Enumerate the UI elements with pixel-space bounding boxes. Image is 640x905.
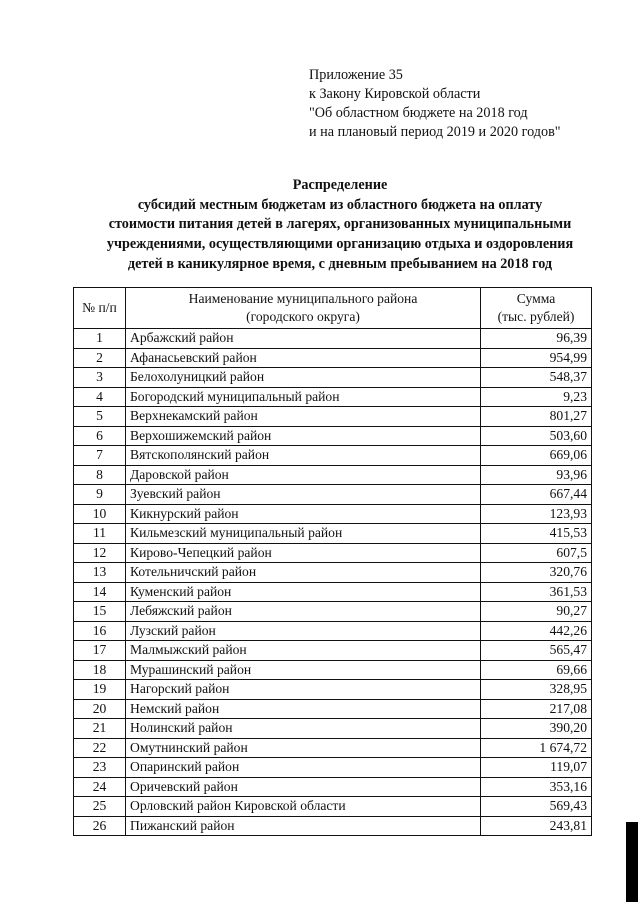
row-number: 11	[74, 524, 126, 544]
row-amount: 361,53	[481, 582, 592, 602]
row-number: 10	[74, 504, 126, 524]
header-name-line-2: (городского округа)	[246, 309, 360, 324]
row-amount: 442,26	[481, 621, 592, 641]
row-district-name: Опаринский район	[126, 758, 481, 778]
row-district-name: Вятскополянский район	[126, 446, 481, 466]
row-number: 21	[74, 719, 126, 739]
row-district-name: Лузский район	[126, 621, 481, 641]
row-district-name: Афанасьевский район	[126, 348, 481, 368]
table-row	[74, 504, 592, 524]
row-district-name: Верхнекамский район	[126, 407, 481, 427]
row-number: 16	[74, 621, 126, 641]
header-number: № п/п	[74, 288, 126, 329]
row-amount: 328,95	[481, 680, 592, 700]
table-row	[74, 699, 592, 719]
row-district-name: Богородский муниципальный район	[126, 387, 481, 407]
row-amount: 548,37	[481, 368, 592, 388]
heading-line-2: стоимости питания детей в лагерях, организованных муниципальными	[108, 216, 572, 233]
table-row	[74, 348, 592, 368]
row-number: 24	[74, 777, 126, 797]
row-district-name: Немский район	[126, 699, 481, 719]
table-row	[74, 777, 592, 797]
heading-title: Распределение	[292, 177, 388, 193]
table-row	[74, 602, 592, 622]
row-district-name: Мурашинский район	[126, 660, 481, 680]
row-district-name: Оричевский район	[126, 777, 481, 797]
row-district-name: Омутнинский район	[126, 738, 481, 758]
row-number: 26	[74, 816, 126, 836]
row-number: 4	[74, 387, 126, 407]
row-amount: 607,5	[481, 543, 592, 563]
appendix-line-1: Приложение 35	[309, 67, 403, 83]
header-name	[126, 288, 481, 329]
table-row	[74, 485, 592, 505]
table-row	[74, 797, 592, 817]
row-district-name: Кильмезский муниципальный район	[126, 524, 481, 544]
row-amount: 353,16	[481, 777, 592, 797]
row-district-name: Лебяжский район	[126, 602, 481, 622]
appendix-block	[309, 66, 561, 142]
appendix-line-2: к Закону Кировской области	[309, 86, 481, 102]
header-name-line-1: Наименование муниципального района	[188, 291, 418, 306]
row-number: 22	[74, 738, 126, 758]
table-row	[74, 719, 592, 739]
row-number: 6	[74, 426, 126, 446]
heading-line-1: субсидий местным бюджетам из областного бюджета на оплату	[137, 196, 543, 213]
table-row	[74, 582, 592, 602]
table-header-row	[74, 288, 592, 329]
row-number: 3	[74, 368, 126, 388]
row-amount: 119,07	[481, 758, 592, 778]
row-district-name: Арбажский район	[126, 329, 481, 349]
table-row	[74, 387, 592, 407]
row-amount: 390,20	[481, 719, 592, 739]
heading-line-3: учреждениями, осуществляющими организацию отдыха и оздоровления	[106, 236, 574, 253]
header-sum-line-2: (тыс. рублей)	[497, 309, 575, 324]
row-number: 8	[74, 465, 126, 485]
row-number: 1	[74, 329, 126, 349]
table-row	[74, 426, 592, 446]
table-row	[74, 329, 592, 349]
row-district-name: Зуевский район	[126, 485, 481, 505]
row-number: 12	[74, 543, 126, 563]
row-number: 14	[74, 582, 126, 602]
row-district-name: Котельничский район	[126, 563, 481, 583]
row-district-name: Кикнурский район	[126, 504, 481, 524]
row-amount: 565,47	[481, 641, 592, 661]
row-district-name: Куменский район	[126, 582, 481, 602]
row-district-name: Орловский район Кировской области	[126, 797, 481, 817]
table-row	[74, 660, 592, 680]
row-number: 2	[74, 348, 126, 368]
row-amount: 503,60	[481, 426, 592, 446]
row-number: 15	[74, 602, 126, 622]
heading-line-4: детей в каникулярное время, с дневным пребыванием на 2018 год	[127, 255, 553, 272]
table-row	[74, 465, 592, 485]
row-amount: 9,23	[481, 387, 592, 407]
table-row	[74, 680, 592, 700]
row-number: 25	[74, 797, 126, 817]
table-row	[74, 368, 592, 388]
table-row	[74, 816, 592, 836]
row-amount: 669,06	[481, 446, 592, 466]
table-row	[74, 641, 592, 661]
row-amount: 217,08	[481, 699, 592, 719]
header-sum	[481, 288, 592, 329]
row-district-name: Малмыжский район	[126, 641, 481, 661]
row-number: 19	[74, 680, 126, 700]
row-district-name: Кирово-Чепецкий район	[126, 543, 481, 563]
appendix-line-3: "Об областном бюджете на 2018 год	[309, 105, 528, 121]
row-amount: 801,27	[481, 407, 592, 427]
row-district-name: Нолинский район	[126, 719, 481, 739]
row-number: 17	[74, 641, 126, 661]
row-amount: 69,66	[481, 660, 592, 680]
row-number: 13	[74, 563, 126, 583]
row-amount: 569,43	[481, 797, 592, 817]
row-amount: 90,27	[481, 602, 592, 622]
row-district-name: Пижанский район	[126, 816, 481, 836]
table-row	[74, 738, 592, 758]
scan-edge-mark	[626, 822, 638, 902]
row-amount: 243,81	[481, 816, 592, 836]
header-sum-line-1: Сумма	[516, 291, 556, 306]
row-number: 5	[74, 407, 126, 427]
row-district-name: Белохолуницкий район	[126, 368, 481, 388]
row-amount: 954,99	[481, 348, 592, 368]
row-number: 7	[74, 446, 126, 466]
table-row	[74, 621, 592, 641]
row-district-name: Верхошижемский район	[126, 426, 481, 446]
table-row	[74, 543, 592, 563]
row-district-name: Даровской район	[126, 465, 481, 485]
row-amount: 93,96	[481, 465, 592, 485]
row-amount: 123,93	[481, 504, 592, 524]
row-number: 9	[74, 485, 126, 505]
table-row	[74, 758, 592, 778]
table-body	[74, 329, 592, 836]
table-row	[74, 563, 592, 583]
row-number: 18	[74, 660, 126, 680]
row-amount: 1 674,72	[481, 738, 592, 758]
table-row	[74, 446, 592, 466]
row-amount: 96,39	[481, 329, 592, 349]
appendix-line-4: и на плановый период 2019 и 2020 годов"	[309, 124, 561, 140]
row-number: 20	[74, 699, 126, 719]
row-district-name: Нагорский район	[126, 680, 481, 700]
table-row	[74, 407, 592, 427]
row-amount: 415,53	[481, 524, 592, 544]
document-heading	[60, 176, 620, 275]
row-number: 23	[74, 758, 126, 778]
table-row	[74, 524, 592, 544]
row-amount: 667,44	[481, 485, 592, 505]
distribution-table	[73, 287, 592, 836]
row-amount: 320,76	[481, 563, 592, 583]
